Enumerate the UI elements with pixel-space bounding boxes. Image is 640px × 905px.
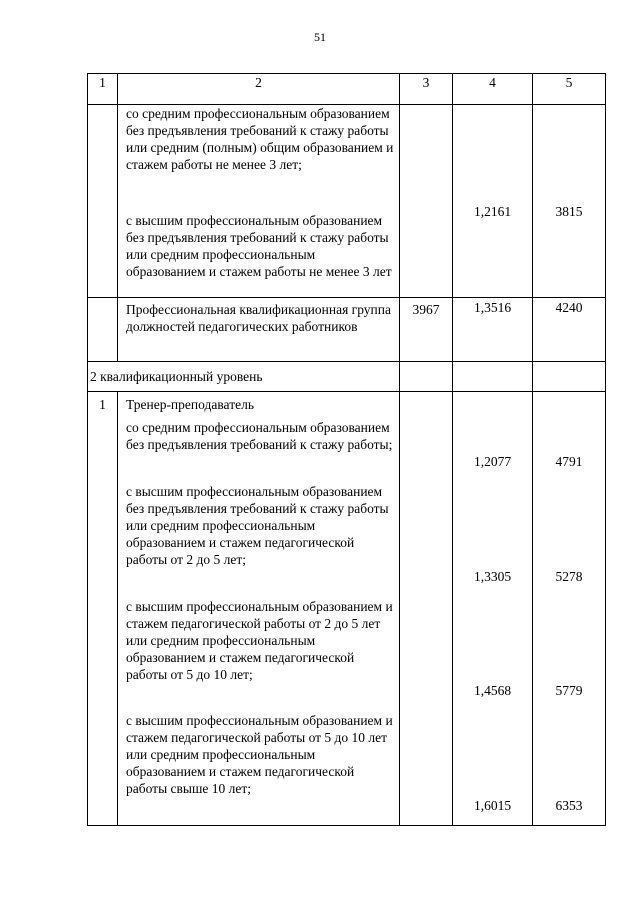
coef-value: 1,6015 bbox=[473, 798, 512, 813]
entry-text: со средним профессиональным образованием без предъявления требований к стажу работы или средним (полным) общим образованием и стажем работы не менее 3 лет; bbox=[126, 106, 394, 172]
salary-value: 4791 bbox=[555, 454, 583, 469]
base-cell bbox=[400, 298, 453, 362]
salary-cell bbox=[533, 392, 606, 826]
entry-text: с высшим профессиональным образованием без предъявления требований к стажу работы или средним профессиональным образованием и стажем работы не менее 3 лет bbox=[126, 213, 392, 279]
salary-value: 3815 bbox=[555, 204, 583, 219]
salary-cell bbox=[533, 105, 606, 315]
coef-value: 1,3516 bbox=[473, 300, 512, 315]
coef-value: 1,2077 bbox=[473, 454, 512, 469]
row-number-cell bbox=[88, 298, 118, 362]
description-cell bbox=[118, 105, 400, 298]
table-row-block2 bbox=[88, 392, 606, 826]
base-cell bbox=[400, 392, 453, 826]
header-col-3: 3 bbox=[400, 74, 453, 105]
entry-text: со средним профессиональным образованием без предъявления требований к стажу работы; bbox=[126, 420, 393, 452]
salary-value: 6353 bbox=[555, 798, 583, 813]
description-cell bbox=[118, 392, 400, 826]
base-cell bbox=[400, 105, 453, 298]
salary-value: 5278 bbox=[555, 569, 583, 584]
position-title: Тренер-преподаватель bbox=[126, 397, 254, 412]
base-value: 3967 bbox=[412, 302, 440, 317]
table-row-block1 bbox=[88, 105, 606, 298]
salary-value: 5779 bbox=[555, 683, 583, 698]
row-number: 1 bbox=[99, 397, 106, 412]
coef-cell bbox=[453, 392, 533, 826]
coef-value: 1,4568 bbox=[473, 683, 512, 698]
coef-cell bbox=[453, 362, 533, 392]
level-text: 2 квалификационный уровень bbox=[90, 369, 263, 384]
row-number-cell bbox=[88, 392, 118, 826]
group-text: Профессиональная квалификационная группа должностей педагогических работников bbox=[126, 302, 391, 334]
entry-text: с высшим профессиональным образованием и стажем педагогической работы от 5 до 10 лет или средним профессиональным образованием и стажем педагогической работы свыше 10 лет; bbox=[126, 713, 393, 796]
header-col-5: 5 bbox=[533, 74, 606, 105]
row-number-cell bbox=[88, 105, 118, 298]
coef-value: 1,2161 bbox=[473, 204, 512, 219]
header-col-4: 4 bbox=[453, 74, 533, 105]
base-cell bbox=[400, 362, 453, 392]
table-row-level bbox=[88, 362, 606, 392]
header-col-2: 2 bbox=[118, 74, 400, 105]
level-cell bbox=[88, 362, 400, 392]
coef-cell bbox=[453, 105, 533, 315]
salary-value: 4240 bbox=[555, 300, 583, 315]
description-cell bbox=[118, 298, 400, 362]
coef-value: 1,3305 bbox=[473, 569, 512, 584]
salary-cell bbox=[533, 362, 606, 392]
entry-text: с высшим профессиональным образованием и стажем педагогической работы от 2 до 5 лет или средним профессиональным образованием и стажем педагогической работы от 5 до 10 лет; bbox=[126, 599, 393, 682]
table-header-row bbox=[88, 74, 606, 105]
salary-table bbox=[87, 73, 606, 826]
entry-text: с высшим профессиональным образованием без предъявления требований к стажу работы или средним профессиональным образованием и стажем педагогической работы от 2 до 5 лет; bbox=[126, 484, 389, 567]
page-number: 51 bbox=[314, 30, 326, 44]
header-col-1: 1 bbox=[88, 74, 118, 105]
